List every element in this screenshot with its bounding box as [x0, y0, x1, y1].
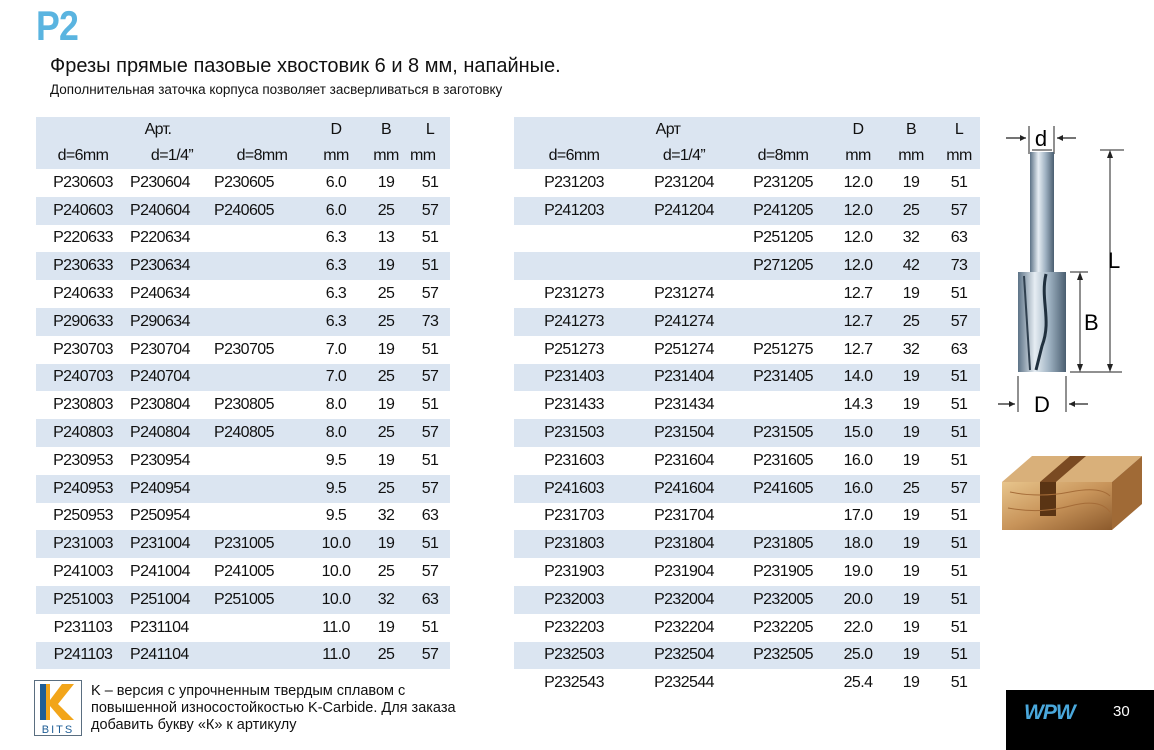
art-d8 — [734, 280, 832, 308]
dim-B: 19 — [377, 451, 395, 469]
dim-L: 63 — [950, 229, 968, 247]
dim-B: 19 — [902, 368, 920, 386]
header-L: L — [425, 121, 435, 138]
dim-B: 19 — [902, 173, 920, 191]
table-row — [36, 475, 450, 503]
art-d6: P241273 — [544, 312, 604, 330]
dim-B: 19 — [377, 535, 395, 553]
art-d8: P240605 — [214, 201, 274, 219]
section-logo: P2 — [36, 2, 78, 49]
art-d14: P240804 — [130, 424, 190, 442]
header-d8: d=8mm — [236, 147, 288, 164]
table-row — [514, 669, 980, 697]
art-d8: P240805 — [214, 424, 274, 442]
art-d6: P231503 — [544, 424, 604, 442]
dim-D: 12.0 — [843, 173, 873, 191]
art-d6: P231603 — [544, 451, 604, 469]
dim-B: 32 — [377, 590, 395, 608]
dim-L: 63 — [950, 340, 968, 358]
dim-B: 19 — [902, 563, 920, 581]
art-d6: P231103 — [53, 618, 113, 636]
dim-D: 9.5 — [325, 451, 347, 469]
dim-D: 16.0 — [843, 479, 873, 497]
art-d8 — [214, 447, 310, 475]
dim-L: 51 — [421, 618, 439, 636]
dim-L: 51 — [950, 451, 968, 469]
art-d14: P231104 — [130, 618, 189, 636]
table-row — [514, 336, 980, 364]
dim-B: 19 — [902, 396, 920, 414]
art-d8: P231605 — [753, 451, 813, 469]
art-d6: P231803 — [544, 535, 604, 553]
dim-B: 25 — [377, 368, 395, 386]
dim-B: 13 — [377, 229, 395, 247]
dim-B: 32 — [902, 340, 920, 358]
table-row — [514, 280, 980, 308]
table-row — [514, 225, 980, 253]
art-d14: P232004 — [654, 590, 714, 608]
label-d: d — [1034, 126, 1048, 151]
header-D: D — [330, 121, 342, 138]
label-D: D — [1034, 392, 1050, 417]
badge-text: BITS — [41, 724, 75, 736]
art-d6: P230603 — [53, 173, 113, 191]
art-d8 — [214, 503, 310, 531]
art-d14 — [634, 252, 734, 280]
table-row — [36, 197, 450, 225]
dim-D: 10.0 — [321, 563, 351, 581]
dim-D: 7.0 — [325, 368, 347, 386]
art-d8: P232505 — [753, 646, 813, 664]
header-D-unit: mm — [323, 147, 349, 164]
art-d14: P231274 — [654, 285, 714, 303]
art-d14: P290634 — [130, 312, 190, 330]
art-d8: P230605 — [214, 173, 274, 191]
table-row — [36, 169, 450, 197]
art-d8: P231205 — [753, 173, 813, 191]
dim-B: 42 — [902, 257, 920, 275]
dim-L: 51 — [421, 396, 439, 414]
dim-B: 25 — [377, 312, 395, 330]
dim-B: 19 — [377, 618, 395, 636]
dim-L: 51 — [950, 646, 968, 664]
art-d6: P240603 — [53, 201, 113, 219]
art-d8 — [214, 475, 310, 503]
art-d6: P231273 — [544, 285, 604, 303]
page-subtitle: Дополнительная заточка корпуса позволяет засверливаться в заготовку — [50, 82, 503, 97]
dim-B: 25 — [377, 563, 395, 581]
dim-L: 51 — [950, 396, 968, 414]
art-d14: P231004 — [130, 535, 190, 553]
dim-L: 51 — [421, 173, 439, 191]
table-row — [514, 197, 980, 225]
dim-B: 19 — [377, 340, 395, 358]
art-d8: P232205 — [753, 618, 813, 636]
table-row — [514, 419, 980, 447]
dim-L: 51 — [950, 674, 968, 692]
header-L-unit: mm — [946, 147, 972, 164]
dim-B: 25 — [902, 201, 920, 219]
dim-B: 32 — [902, 229, 920, 247]
dim-L: 51 — [950, 368, 968, 386]
table-row — [514, 252, 980, 280]
header-D: D — [852, 121, 864, 138]
header-art: Арт — [655, 121, 681, 138]
dim-B: 19 — [902, 451, 920, 469]
wood-groove-illustration — [1000, 452, 1145, 532]
art-d8 — [214, 252, 310, 280]
product-table-right — [514, 117, 980, 697]
art-d14: P240604 — [130, 201, 190, 219]
table-row — [36, 308, 450, 336]
dim-B: 19 — [902, 590, 920, 608]
art-d14: P232204 — [654, 618, 714, 636]
art-d14: P220634 — [130, 229, 190, 247]
art-d8 — [214, 280, 310, 308]
dim-B: 32 — [377, 507, 395, 525]
dim-L: 51 — [950, 590, 968, 608]
art-d8: P241605 — [753, 479, 813, 497]
art-d8: P231005 — [214, 535, 274, 553]
art-d8 — [214, 642, 310, 670]
header-d8: d=8mm — [757, 147, 809, 164]
header-B: B — [905, 121, 917, 138]
dim-D: 19.0 — [843, 563, 873, 581]
art-d6: P231903 — [544, 563, 604, 581]
art-d8: P230805 — [214, 396, 274, 414]
art-d6: P250953 — [53, 507, 113, 525]
dim-B: 19 — [902, 618, 920, 636]
table-row — [514, 586, 980, 614]
table-row — [514, 391, 980, 419]
note-line: повышенной износостойкостью K-Carbide. Для заказа — [91, 700, 456, 716]
dim-L: 51 — [421, 340, 439, 358]
dim-D: 6.0 — [325, 201, 347, 219]
dim-D: 8.0 — [325, 424, 347, 442]
header-d14: d=1/4” — [662, 147, 706, 164]
art-d8 — [734, 669, 832, 697]
table-row — [514, 642, 980, 670]
table-row — [36, 336, 450, 364]
dim-L: 57 — [421, 424, 439, 442]
dim-L: 57 — [421, 201, 439, 219]
dim-L: 57 — [950, 201, 968, 219]
art-d14: P231504 — [654, 424, 714, 442]
art-d14: P232544 — [654, 674, 714, 692]
router-bit-diagram — [996, 120, 1154, 420]
dim-L: 51 — [421, 451, 439, 469]
dim-D: 9.5 — [325, 507, 347, 525]
dim-D: 14.3 — [843, 396, 873, 414]
art-d14: P241204 — [654, 201, 714, 219]
dim-D: 6.0 — [325, 173, 347, 191]
art-d8: P241005 — [214, 563, 274, 581]
dim-D: 12.0 — [843, 201, 873, 219]
dim-L: 51 — [421, 257, 439, 275]
dim-D: 9.5 — [325, 479, 347, 497]
art-d6 — [514, 225, 634, 253]
art-d14: P231204 — [654, 173, 714, 191]
art-d14: P240954 — [130, 479, 190, 497]
dim-B: 19 — [902, 646, 920, 664]
art-d6: P241003 — [53, 563, 113, 581]
table-row — [36, 391, 450, 419]
art-d6: P251273 — [544, 340, 604, 358]
art-d14: P231434 — [654, 396, 714, 414]
art-d14: P241104 — [130, 646, 189, 664]
table-row — [36, 530, 450, 558]
art-d8 — [734, 391, 832, 419]
art-d14: P250954 — [130, 507, 190, 525]
header-B-unit: mm — [373, 147, 399, 164]
art-d14 — [634, 225, 734, 253]
art-d6: P231003 — [53, 535, 113, 553]
dim-D: 16.0 — [843, 451, 873, 469]
art-d14: P241004 — [130, 563, 190, 581]
art-d8: P231805 — [753, 535, 813, 553]
dim-B: 19 — [902, 285, 920, 303]
dim-L: 57 — [950, 479, 968, 497]
dim-L: 57 — [421, 646, 439, 664]
dim-D: 12.7 — [843, 340, 873, 358]
dim-D: 15.0 — [843, 424, 873, 442]
dim-L: 57 — [421, 479, 439, 497]
art-d6: P230703 — [53, 340, 113, 358]
dim-B: 25 — [377, 424, 395, 442]
k-carbide-note — [91, 683, 521, 734]
dim-D: 10.0 — [321, 590, 351, 608]
dim-D: 6.3 — [325, 285, 347, 303]
art-d14: P251004 — [130, 590, 190, 608]
dim-B: 25 — [902, 312, 920, 330]
dim-B: 19 — [902, 674, 920, 692]
art-d6: P290633 — [53, 312, 113, 330]
art-d6: P241203 — [544, 201, 604, 219]
header-D-unit: mm — [845, 147, 871, 164]
art-d6: P230953 — [53, 451, 113, 469]
table-row — [36, 252, 450, 280]
art-d14: P240704 — [130, 368, 190, 386]
art-d14: P230634 — [130, 257, 190, 275]
dim-L: 57 — [950, 312, 968, 330]
table-row — [36, 447, 450, 475]
header-art: Арт. — [144, 121, 172, 138]
dim-B: 19 — [902, 507, 920, 525]
art-d6: P251003 — [53, 590, 113, 608]
dim-D: 6.3 — [325, 312, 347, 330]
dim-D: 6.3 — [325, 229, 347, 247]
dim-L: 57 — [421, 368, 439, 386]
table-row — [36, 614, 450, 642]
art-d8: P241205 — [753, 201, 813, 219]
label-L: L — [1108, 248, 1121, 273]
header-L-unit: mm — [410, 147, 436, 164]
header-d6: d=6mm — [548, 147, 600, 164]
art-d6: P240803 — [53, 424, 113, 442]
dim-L: 57 — [421, 285, 439, 303]
table-row — [514, 558, 980, 586]
art-d6: P240953 — [53, 479, 113, 497]
art-d8 — [214, 364, 310, 392]
table-row — [36, 280, 450, 308]
art-d14: P241604 — [654, 479, 714, 497]
table-row — [36, 586, 450, 614]
art-d14: P240634 — [130, 285, 190, 303]
dim-B: 25 — [377, 285, 395, 303]
table-row — [36, 419, 450, 447]
art-d6: P220633 — [53, 229, 113, 247]
dim-B: 19 — [377, 173, 395, 191]
dim-L: 57 — [421, 563, 439, 581]
dim-D: 10.0 — [321, 535, 351, 553]
table-row — [514, 503, 980, 531]
table-row — [36, 503, 450, 531]
table-row — [514, 308, 980, 336]
art-d6: P230803 — [53, 396, 113, 414]
dim-L: 73 — [950, 257, 968, 275]
art-d8: P251275 — [753, 340, 813, 358]
dim-B: 19 — [902, 424, 920, 442]
dim-D: 12.0 — [843, 257, 873, 275]
art-d6: P232203 — [544, 618, 604, 636]
table-row — [36, 364, 450, 392]
dim-D: 22.0 — [843, 618, 873, 636]
table-row — [36, 642, 450, 670]
dim-L: 63 — [421, 507, 439, 525]
art-d6: P231703 — [544, 507, 604, 525]
dim-B: 25 — [377, 479, 395, 497]
art-d14: P230954 — [130, 451, 190, 469]
dim-L: 51 — [421, 535, 439, 553]
table-row — [514, 364, 980, 392]
dim-D: 25.4 — [843, 674, 873, 692]
dim-L: 51 — [950, 563, 968, 581]
table-row — [514, 614, 980, 642]
dim-L: 51 — [421, 229, 439, 247]
art-d8 — [734, 503, 832, 531]
table-row — [514, 447, 980, 475]
art-d8: P231905 — [753, 563, 813, 581]
label-B: B — [1084, 310, 1099, 335]
table-row — [514, 169, 980, 197]
art-d14: P231904 — [654, 563, 714, 581]
dim-D: 25.0 — [843, 646, 873, 664]
art-d14: P230704 — [130, 340, 190, 358]
header-B: B — [380, 121, 392, 138]
product-table-left — [36, 117, 450, 669]
dim-B: 25 — [902, 479, 920, 497]
art-d6: P230633 — [53, 257, 113, 275]
art-d14: P251274 — [654, 340, 714, 358]
art-d6: P240703 — [53, 368, 113, 386]
art-d14: P230604 — [130, 173, 190, 191]
art-d8 — [214, 308, 310, 336]
art-d14: P230804 — [130, 396, 190, 414]
art-d6: P232003 — [544, 590, 604, 608]
dim-D: 14.0 — [843, 368, 873, 386]
dim-D: 12.7 — [843, 285, 873, 303]
art-d8: P231405 — [753, 368, 813, 386]
dim-B: 19 — [377, 257, 395, 275]
art-d8: P271205 — [753, 257, 813, 275]
art-d14: P231804 — [654, 535, 714, 553]
dim-L: 73 — [421, 312, 439, 330]
dim-B: 19 — [902, 535, 920, 553]
art-d6: P231203 — [544, 173, 604, 191]
art-d8: P230705 — [214, 340, 274, 358]
art-d6: P240633 — [53, 285, 113, 303]
art-d8: P251005 — [214, 590, 274, 608]
dim-L: 51 — [950, 285, 968, 303]
dim-D: 11.0 — [322, 618, 350, 636]
art-d8 — [214, 614, 310, 642]
art-d14: P232504 — [654, 646, 714, 664]
dim-L: 51 — [950, 507, 968, 525]
brand-logo: WPW — [1024, 701, 1075, 724]
table-row — [36, 225, 450, 253]
art-d14: P231404 — [654, 368, 714, 386]
dim-B: 19 — [377, 396, 395, 414]
dim-L: 51 — [950, 535, 968, 553]
header-L: L — [954, 121, 964, 138]
art-d14: P231704 — [654, 507, 714, 525]
art-d8: P232005 — [753, 590, 813, 608]
art-d6: P232543 — [544, 674, 604, 692]
art-d8 — [214, 225, 310, 253]
note-line: добавить букву «К» к артикулу — [91, 717, 297, 733]
dim-D: 7.0 — [325, 340, 347, 358]
dim-L: 51 — [950, 618, 968, 636]
dim-D: 17.0 — [843, 507, 873, 525]
art-d8 — [734, 308, 832, 336]
table-row — [514, 530, 980, 558]
page-number: 30 — [1113, 703, 1130, 720]
art-d6: P241103 — [53, 646, 113, 664]
k-bits-badge — [34, 680, 82, 736]
dim-B: 25 — [377, 646, 395, 664]
header-d14: d=1/4” — [150, 147, 194, 164]
dim-L: 51 — [950, 424, 968, 442]
note-line: K – версия с упрочненным твердым сплавом с — [91, 683, 406, 699]
dim-D: 12.0 — [843, 229, 873, 247]
table-row — [514, 475, 980, 503]
dim-L: 63 — [421, 590, 439, 608]
dim-D: 12.7 — [843, 312, 873, 330]
art-d6 — [514, 252, 634, 280]
dim-D: 6.3 — [325, 257, 347, 275]
art-d8: P251205 — [753, 229, 813, 247]
art-d6: P241603 — [544, 479, 604, 497]
art-d14: P241274 — [654, 312, 714, 330]
dim-L: 51 — [950, 173, 968, 191]
header-d6: d=6mm — [57, 147, 109, 164]
header-B-unit: mm — [898, 147, 924, 164]
art-d14: P231604 — [654, 451, 714, 469]
dim-D: 18.0 — [843, 535, 873, 553]
dim-D: 8.0 — [325, 396, 347, 414]
art-d6: P232503 — [544, 646, 604, 664]
art-d8: P231505 — [753, 424, 813, 442]
dim-D: 11.0 — [322, 646, 350, 664]
table-row — [36, 558, 450, 586]
art-d6: P231403 — [544, 368, 604, 386]
dim-B: 25 — [377, 201, 395, 219]
page-title: Фрезы прямые пазовые хвостовик 6 и 8 мм, напайные. — [50, 55, 561, 77]
dim-D: 20.0 — [843, 590, 873, 608]
art-d6: P231433 — [544, 396, 604, 414]
